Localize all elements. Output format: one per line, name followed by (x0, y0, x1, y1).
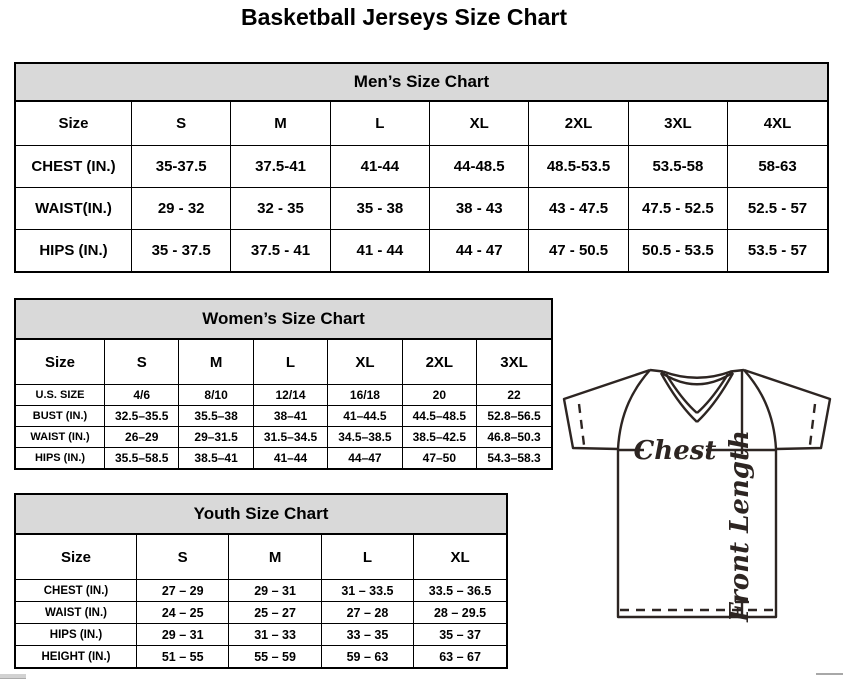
size-value-cell: 43 - 47.5 (529, 188, 628, 230)
size-column-header: XL (430, 102, 529, 146)
womens-table (16, 340, 551, 468)
size-value-cell: 38.5–42.5 (402, 427, 476, 448)
size-value-cell: 31 – 33 (229, 624, 321, 646)
size-column-header: L (330, 102, 429, 146)
size-value-cell: 29 - 32 (132, 188, 231, 230)
measurement-label-cell: BUST (IN.) (16, 406, 105, 427)
size-column-header: S (132, 102, 231, 146)
size-value-cell: 38–41 (253, 406, 327, 427)
measurement-row (16, 448, 551, 469)
size-column-header: XL (414, 535, 506, 580)
size-value-cell: 44-48.5 (430, 146, 529, 188)
size-value-cell: 55 – 59 (229, 646, 321, 668)
jersey-measurement-diagram (556, 358, 841, 623)
womens-size-chart (14, 298, 553, 470)
scrollbar-fragment-bottom-right (816, 673, 843, 675)
measurement-label-cell: WAIST(IN.) (16, 188, 132, 230)
jersey-outline (564, 370, 830, 617)
measurement-label-cell: HIPS (IN.) (16, 230, 132, 272)
size-column-header: L (253, 340, 327, 385)
page-title: Basketball Jerseys Size Chart (240, 4, 567, 30)
size-value-cell: 46.8–50.3 (477, 427, 551, 448)
size-value-cell: 33 – 35 (321, 624, 413, 646)
size-column-header: M (179, 340, 253, 385)
front-length-label: Front Length (725, 430, 755, 622)
measurement-row (16, 146, 827, 188)
measurement-row (16, 624, 506, 646)
size-value-cell: 63 – 67 (414, 646, 506, 668)
size-column-header: S (105, 340, 179, 385)
measurement-label-cell: HIPS (IN.) (16, 448, 105, 469)
size-value-cell: 47–50 (402, 448, 476, 469)
size-corner-header: Size (16, 102, 132, 146)
size-value-cell: 29–31.5 (179, 427, 253, 448)
measurement-row (16, 188, 827, 230)
size-value-cell: 44–47 (328, 448, 402, 469)
size-value-cell: 44 - 47 (430, 230, 529, 272)
right-cuff-dashed-line (810, 404, 815, 445)
size-corner-header: Size (16, 535, 137, 580)
size-value-cell: 47 - 50.5 (529, 230, 628, 272)
size-column-header: L (321, 535, 413, 580)
measurement-row (16, 646, 506, 668)
size-value-cell: 47.5 - 52.5 (628, 188, 727, 230)
size-value-cell: 27 – 29 (137, 580, 229, 602)
measurement-label-cell: U.S. SIZE (16, 385, 105, 406)
size-value-cell: 48.5-53.5 (529, 146, 628, 188)
vneck-outer (661, 373, 733, 422)
measurement-label-cell: CHEST (IN.) (16, 146, 132, 188)
measurement-label-cell: CHEST (IN.) (16, 580, 137, 602)
mens-chart-caption: Men’s Size Chart (16, 64, 827, 102)
size-value-cell: 32 - 35 (231, 188, 330, 230)
size-value-cell: 20 (402, 385, 476, 406)
size-value-cell: 44.5–48.5 (402, 406, 476, 427)
size-value-cell: 4/6 (105, 385, 179, 406)
size-header-row (16, 102, 827, 146)
size-value-cell: 31.5–34.5 (253, 427, 327, 448)
measurement-label-cell: HEIGHT (IN.) (16, 646, 137, 668)
size-column-header: S (137, 535, 229, 580)
youth-chart-caption: Youth Size Chart (16, 495, 506, 535)
measurement-row (16, 580, 506, 602)
measurement-row (16, 427, 551, 448)
size-value-cell: 51 – 55 (137, 646, 229, 668)
size-value-cell: 38 - 43 (430, 188, 529, 230)
size-value-cell: 16/18 (328, 385, 402, 406)
size-value-cell: 22 (477, 385, 551, 406)
size-column-header: 2XL (529, 102, 628, 146)
size-value-cell: 37.5-41 (231, 146, 330, 188)
chest-label: Chest (633, 436, 717, 466)
measurement-row (16, 406, 551, 427)
measurement-row (16, 230, 827, 272)
youth-table (16, 535, 506, 667)
size-column-header: 3XL (477, 340, 551, 385)
size-value-cell: 52.5 - 57 (728, 188, 827, 230)
size-column-header: 2XL (402, 340, 476, 385)
size-header-row (16, 340, 551, 385)
size-value-cell: 35.5–38 (179, 406, 253, 427)
size-corner-header: Size (16, 340, 105, 385)
size-value-cell: 58-63 (728, 146, 827, 188)
size-value-cell: 35.5–58.5 (105, 448, 179, 469)
mens-size-chart (14, 62, 829, 273)
size-value-cell: 27 – 28 (321, 602, 413, 624)
size-value-cell: 26–29 (105, 427, 179, 448)
size-value-cell: 31 – 33.5 (321, 580, 413, 602)
left-cuff-dashed-line (579, 404, 584, 445)
size-header-row (16, 535, 506, 580)
size-value-cell: 35 - 38 (330, 188, 429, 230)
measurement-row (16, 385, 551, 406)
size-value-cell: 29 – 31 (229, 580, 321, 602)
size-value-cell: 41–44.5 (328, 406, 402, 427)
size-column-header: XL (328, 340, 402, 385)
size-value-cell: 35 – 37 (414, 624, 506, 646)
size-value-cell: 38.5–41 (179, 448, 253, 469)
size-value-cell: 50.5 - 53.5 (628, 230, 727, 272)
size-value-cell: 33.5 – 36.5 (414, 580, 506, 602)
size-value-cell: 8/10 (179, 385, 253, 406)
measurement-row (16, 602, 506, 624)
size-column-header: 3XL (628, 102, 727, 146)
size-value-cell: 53.5-58 (628, 146, 727, 188)
size-value-cell: 34.5–38.5 (328, 427, 402, 448)
size-value-cell: 12/14 (253, 385, 327, 406)
scrollbar-fragment-bottom-left (0, 674, 26, 679)
size-value-cell: 41–44 (253, 448, 327, 469)
size-value-cell: 41-44 (330, 146, 429, 188)
size-value-cell: 35 - 37.5 (132, 230, 231, 272)
size-value-cell: 52.8–56.5 (477, 406, 551, 427)
youth-size-chart (14, 493, 508, 669)
size-value-cell: 25 – 27 (229, 602, 321, 624)
size-value-cell: 53.5 - 57 (728, 230, 827, 272)
size-value-cell: 29 – 31 (137, 624, 229, 646)
size-column-header: M (231, 102, 330, 146)
size-value-cell: 59 – 63 (321, 646, 413, 668)
size-value-cell: 28 – 29.5 (414, 602, 506, 624)
mens-table (16, 102, 827, 271)
size-value-cell: 32.5–35.5 (105, 406, 179, 427)
measurement-label-cell: HIPS (IN.) (16, 624, 137, 646)
size-value-cell: 35-37.5 (132, 146, 231, 188)
size-value-cell: 37.5 - 41 (231, 230, 330, 272)
measurement-label-cell: WAIST (IN.) (16, 427, 105, 448)
size-column-header: M (229, 535, 321, 580)
measurement-label-cell: WAIST (IN.) (16, 602, 137, 624)
size-value-cell: 24 – 25 (137, 602, 229, 624)
size-value-cell: 41 - 44 (330, 230, 429, 272)
size-value-cell: 54.3–58.3 (477, 448, 551, 469)
size-column-header: 4XL (728, 102, 827, 146)
womens-chart-caption: Women’s Size Chart (16, 300, 551, 340)
